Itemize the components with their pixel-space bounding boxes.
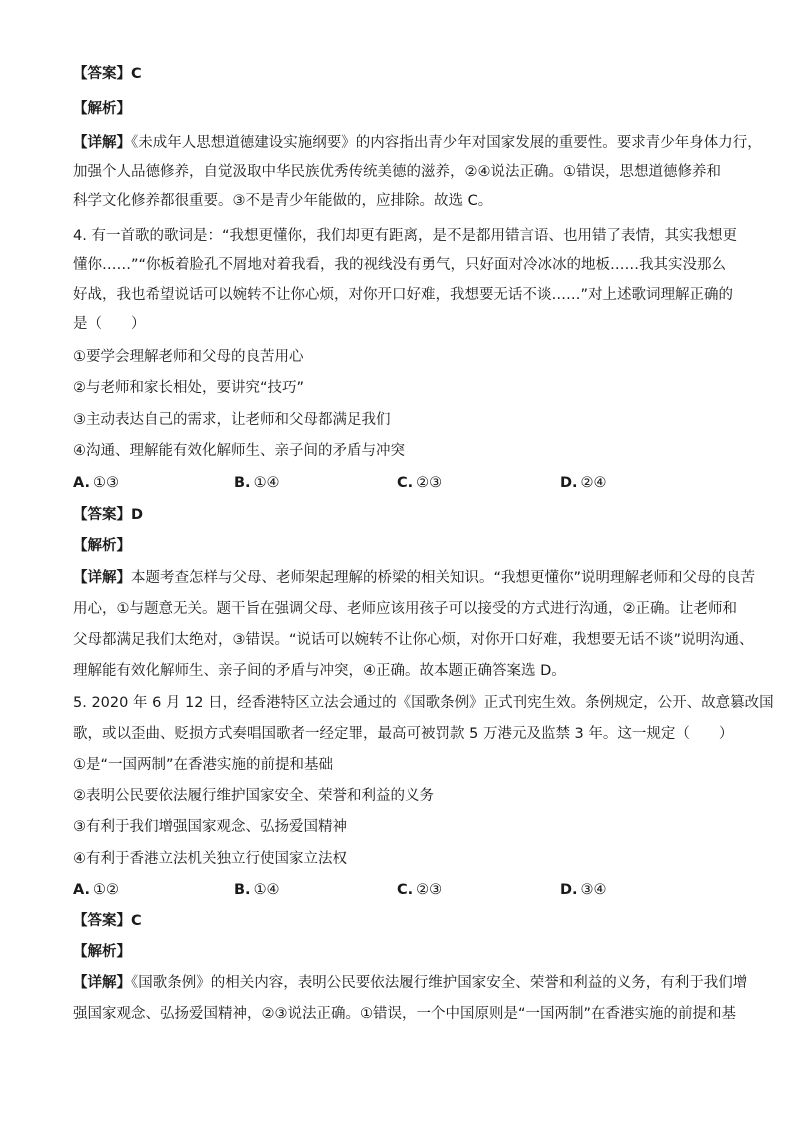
q3-detail-line-3: 科学文化修养都很重要。③不是青少年能做的，应排除。故选 C。 [73,193,493,209]
q4-detail-line-2: 用心，①与题意无关。题干旨在强调父母、老师应该用孩子可以接受的方式进行沟通，②正确。让老师和 [73,601,737,617]
q4-option-c-text: ②③ [416,475,443,491]
q4-option-b-key: B. [234,475,251,491]
q4-option-d-key: D. [560,475,578,491]
q5-answer-label: 【答案】 [73,913,131,929]
q5-option-c[interactable] [397,880,442,900]
q3-detail-line-1 [73,133,762,153]
q4-question-line-4: 是（ ） [73,316,146,332]
q5-option-d-key: D. [560,882,578,898]
q5-detail-line-1 [73,973,748,993]
q5-statement-1: ①是“一国两制”在香港实施的前提和基础 [73,757,334,773]
q5-option-b-text: ①④ [253,882,280,898]
q3-detail-line-2: 加强个人品德修养，自觉汲取中华民族优秀传统美德的滋养，②④说法正确。①错误，思想道德修养和 [73,164,721,180]
q4-statement-1: ①要学会理解老师和父母的良苦用心 [73,349,304,365]
q4-analysis-label [73,536,131,556]
q3-answer-value: C [131,66,142,82]
q4-statement-2: ②与老师和家长相处，要讲究“技巧” [73,380,305,396]
q4-option-b-text: ①④ [253,475,280,491]
q5-statement-4: ④有利于香港立法机关独立行使国家立法权 [73,851,347,867]
q3-detail-label: 【详解】 [73,135,131,151]
q4-option-a-text: ①③ [93,475,119,491]
q5-statement-3: ③有利于我们增强国家观念、弘扬爱国精神 [73,819,347,835]
q5-option-a-key: A. [73,882,90,898]
q5-analysis-label [73,942,131,962]
q4-option-d-text: ②④ [580,475,607,491]
q5-statement-2: ②表明公民要依法履行维护国家安全、荣誉和利益的义务 [73,788,434,804]
q5-answer-value: C [131,913,142,929]
q5-question-line-2: 歌，或以歪曲、贬损方式奏唱国歌者一经定罪，最高可被罚款 5 万港元及监禁 3 年。这一规定（ ） [73,726,734,742]
q3-analysis-label [73,99,131,119]
q4-option-d[interactable] [560,473,607,493]
q5-option-a[interactable] [73,880,119,900]
q3-detail-text-1: 《未成年人思想道德建设实施纲要》的内容指出青少年对国家发展的重要性。要求青少年身体力行， [131,135,762,151]
q4-detail-line-1 [73,568,756,588]
q5-option-d[interactable] [560,880,607,900]
q4-option-c[interactable] [397,473,442,493]
q4-option-a-key: A. [73,475,90,491]
q4-option-c-key: C. [397,475,414,491]
q5-answer-line [73,911,142,931]
q4-question-line-1: 4. 有一首歌的歌词是：“我想更懂你，我们却更有距离，是不是都用错言语、也用错了表情，其实我想更 [73,228,737,244]
q4-question-line-3: 好战，我也希望说话可以婉转不让你心烦，对你开口好难，我想要无话不谈……”对上述歌词理解正确的 [73,287,734,303]
q4-option-a[interactable] [73,473,119,493]
q5-option-b[interactable] [234,880,280,900]
q4-answer-value: D [131,507,144,523]
q3-analysis-text: 【解析】 [73,101,131,117]
q5-option-c-text: ②③ [416,882,443,898]
q5-question-line-1: 5. 2020 年 6 月 12 日，经香港特区立法会通过的《国歌条例》正式刊宪生效。条例规定，公开、故意篡改国 [73,695,774,711]
q4-statement-3: ③主动表达自己的需求，让老师和父母都满足我们 [73,412,391,428]
q4-detail-text-1: 本题考查怎样与父母、老师架起理解的桥梁的相关知识。“我想更懂你”说明理解老师和父母的良苦 [131,570,756,586]
q3-answer-line [73,64,142,84]
q4-answer-line [73,505,143,525]
q4-analysis-text: 【解析】 [73,538,131,554]
q5-option-a-text: ①② [93,882,119,898]
q5-analysis-text: 【解析】 [73,944,131,960]
q5-option-b-key: B. [234,882,251,898]
q5-option-d-text: ③④ [580,882,607,898]
q4-statement-4: ④沟通、理解能有效化解师生、亲子间的矛盾与冲突 [73,443,405,459]
q5-option-c-key: C. [397,882,414,898]
q4-detail-line-4: 理解能有效化解师生、亲子间的矛盾与冲突，④正确。故本题正确答案选 D。 [73,663,566,679]
q5-detail-line-2: 强国家观念、弘扬爱国精神，②③说法正确。①错误，一个中国原则是“一国两制”在香港实施的前提和基 [73,1006,737,1022]
q4-option-b[interactable] [234,473,280,493]
q4-answer-label: 【答案】 [73,507,131,523]
q4-question-line-2: 懂你……”“你板着脸孔不屑地对着我看，我的视线没有勇气，只好面对冷冰冰的地板……我其实没那么 [73,257,727,273]
q4-detail-label: 【详解】 [73,570,131,586]
q5-detail-label: 【详解】 [73,975,131,991]
q3-answer-label: 【答案】 [73,66,131,82]
q5-detail-text-1: 《国歌条例》的相关内容，表明公民要依法履行维护国家安全、荣誉和利益的义务，有利于我们增 [131,975,748,991]
q4-detail-line-3: 父母都满足我们太绝对，③错误。“说话可以婉转不让你心烦，对你开口好难，我想要无话不谈”说明沟通、 [73,632,754,648]
